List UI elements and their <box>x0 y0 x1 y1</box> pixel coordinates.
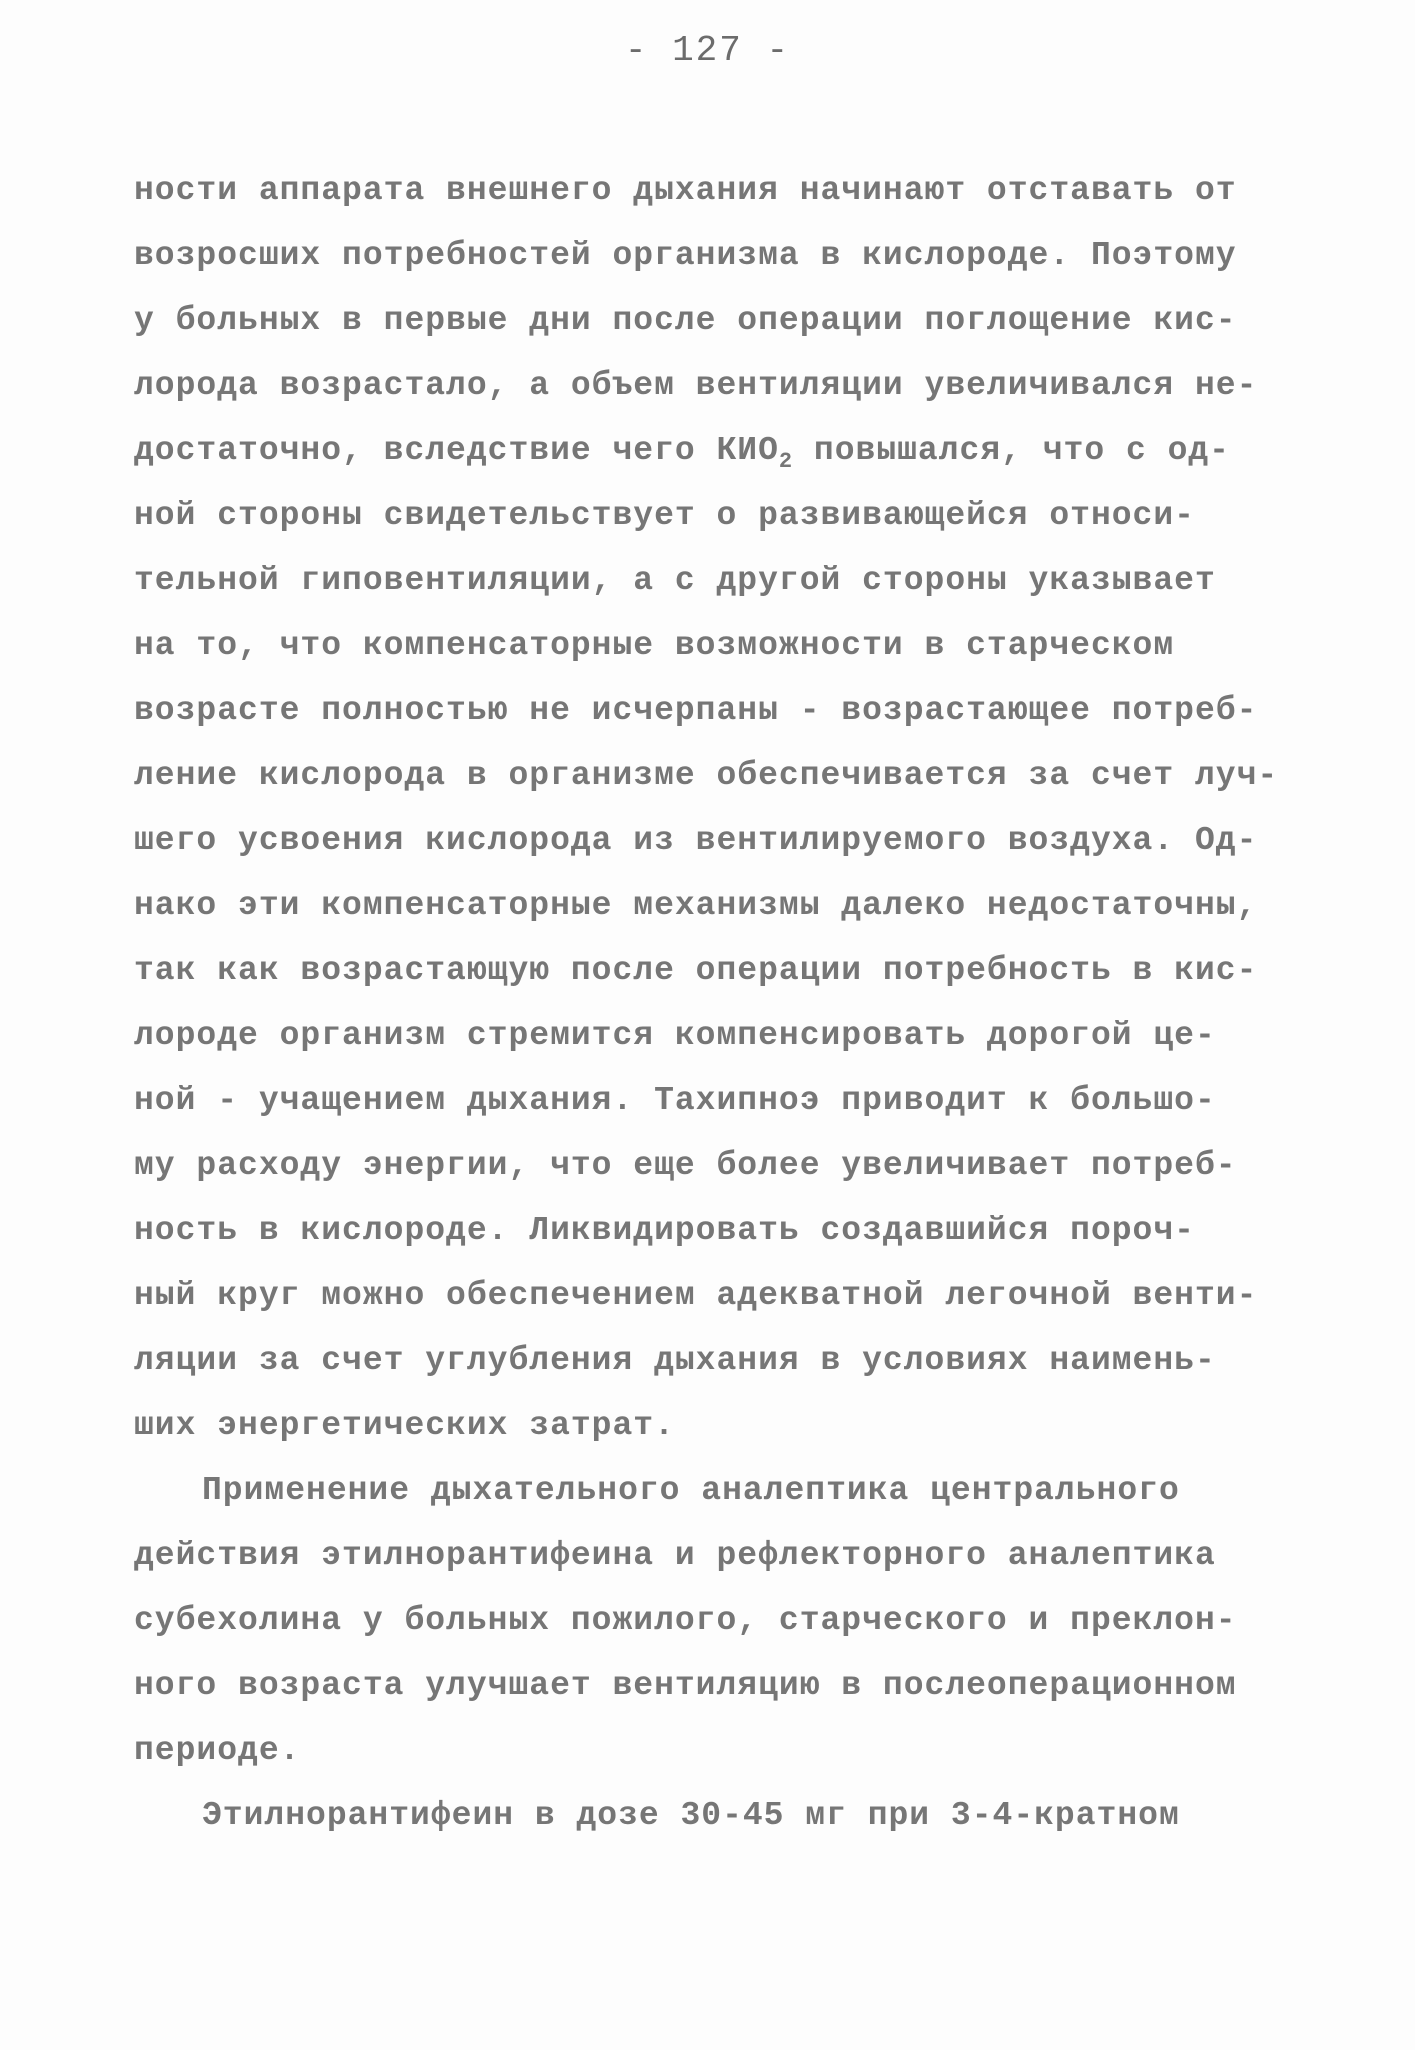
text-line: ление кислорода в организме обеспечивается за счет луч- <box>134 757 1279 794</box>
text-line: нако эти компенсаторные механизмы далеко недостаточны, <box>134 887 1258 924</box>
text-line: возросших потребностей организма в кислороде. Поэтому <box>134 237 1237 274</box>
text-line: му расходу энергии, что еще более увеличивает потреб- <box>134 1147 1237 1184</box>
subscript: 2 <box>778 449 794 474</box>
text-line: действия этилнорантифеина и рефлекторного аналептика <box>134 1537 1216 1574</box>
text-line: на то, что компенсаторные возможности в старческом <box>134 627 1175 664</box>
text-line: ный круг можно обеспечением адекватной легочной венти- <box>134 1277 1258 1314</box>
text-line: Этилнорантифеин в дозе 30-45 мг при 3-4-кратном <box>202 1797 1180 1834</box>
text-line: ляции за счет углубления дыхания в условиях наимень- <box>134 1342 1216 1379</box>
text-line: периоде. <box>134 1732 301 1769</box>
text-line: ной - учащением дыхания. Тахипноэ приводит к большо- <box>134 1082 1216 1119</box>
text-line: так как возрастающую после операции потребность в кис- <box>134 952 1258 989</box>
text-line: у больных в первые дни после операции поглощение кис- <box>134 302 1237 339</box>
text-line: ной стороны свидетельствует о развивающейся относи- <box>134 497 1195 534</box>
text-line: субехолина у больных пожилого, старческого и преклон- <box>134 1602 1237 1639</box>
text-line: ности аппарата внешнего дыхания начинают отставать от <box>134 172 1237 209</box>
body-text <box>134 158 1294 1848</box>
text-line-tail: повышался, что с од- <box>793 432 1230 469</box>
text-line: лорода возрастало, а объем вентиляции увеличивался не- <box>134 367 1258 404</box>
text-line: возрасте полностью не исчерпаны - возрастающее потреб- <box>134 692 1258 729</box>
text-line: тельной гиповентиляции, а с другой стороны указывает <box>134 562 1216 599</box>
text-line: Применение дыхательного аналептика центрального <box>202 1472 1180 1509</box>
text-line <box>134 418 1294 483</box>
text-line: ность в кислороде. Ликвидировать создавшийся пороч- <box>134 1212 1195 1249</box>
text-line: шего усвоения кислорода из вентилируемого воздуха. Од- <box>134 822 1258 859</box>
text-line-head: достаточно, вследствие чего КИО <box>134 432 779 469</box>
text-line: ного возраста улучшает вентиляцию в послеоперационном <box>134 1667 1237 1704</box>
page-number: - 127 - <box>624 30 791 71</box>
text-line: ших энергетических затрат. <box>134 1407 675 1444</box>
text-line: лороде организм стремится компенсировать дорогой це- <box>134 1017 1216 1054</box>
